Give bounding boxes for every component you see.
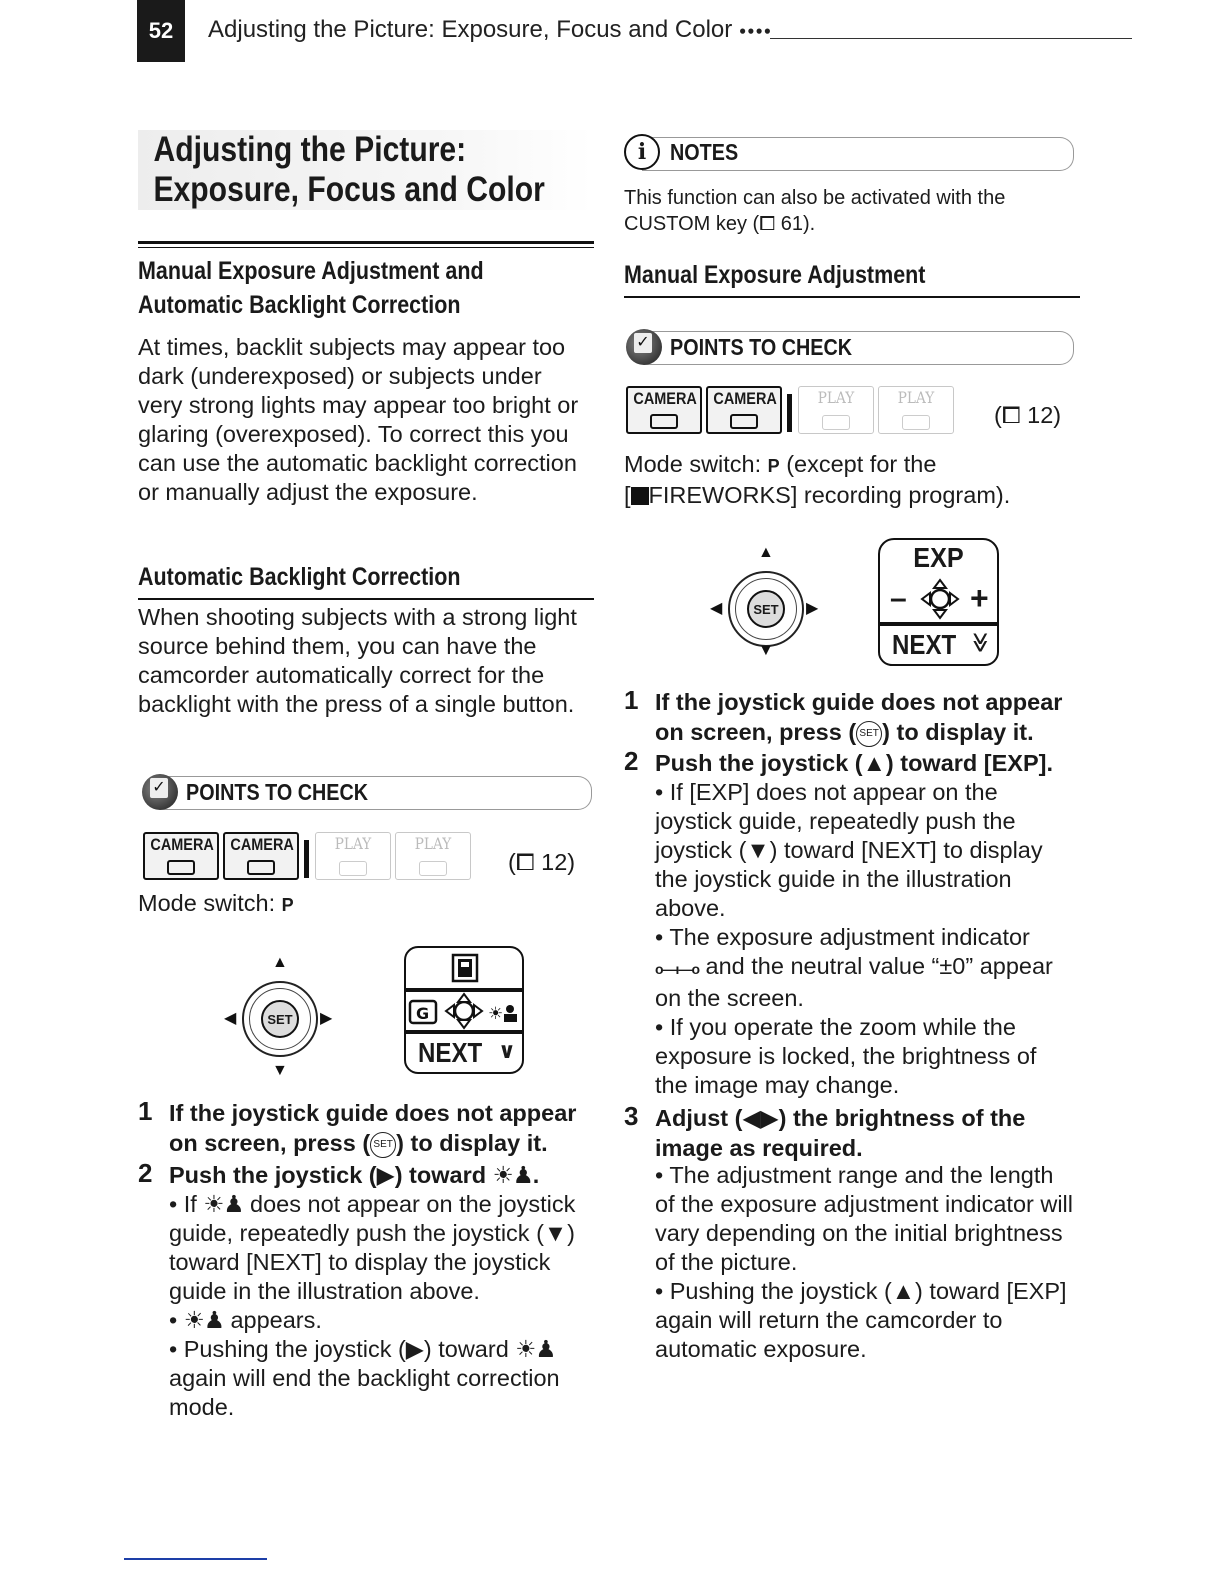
subhead-manual-exposure-and-backlight	[138, 254, 484, 322]
step3-title	[655, 1103, 1085, 1163]
mode-switch-value: P	[281, 895, 294, 915]
page-reference: (⧠ 12)	[994, 402, 1062, 428]
step-number: 2	[138, 1158, 153, 1188]
checklist-icon	[626, 329, 662, 365]
info-icon: i	[624, 134, 660, 170]
subhead-auto-backlight: Automatic Backlight Correction	[138, 563, 461, 591]
double-chevron-down-icon: ≫	[968, 632, 991, 653]
guide-bottom	[878, 624, 999, 666]
subhead-rule	[138, 598, 594, 600]
set-button-icon: SET	[856, 721, 882, 747]
page-reference: (⧠ 12)	[508, 849, 576, 875]
step2-title-text: Push the joystick (▶) toward	[169, 1162, 493, 1188]
subhead-rule	[624, 296, 1080, 298]
mode-icons-row	[626, 386, 966, 438]
step-number: 1	[138, 1096, 153, 1126]
step2-title: Push the joystick (▶) toward ☀♟.	[169, 1162, 540, 1188]
set-button-icon: SET	[370, 1132, 396, 1158]
minus-icon: –	[890, 582, 907, 615]
plus-icon: +	[970, 580, 989, 616]
arrow-right-icon: ▶	[320, 1010, 333, 1027]
joystick-illustration	[224, 955, 334, 1085]
points-to-check-label: POINTS TO CHECK	[186, 779, 369, 805]
bullet-item: • If [EXP] does not appear on the joystick guide, repeatedly push the joystick (▼) toward [NEXT] to display the joystick guide in the illustration above.	[655, 779, 1043, 921]
backlight-joystick-guide	[404, 946, 524, 1074]
chevron-down-icon: ∨	[498, 1038, 516, 1063]
step1-title	[655, 687, 1085, 747]
step2-bullets	[655, 778, 1075, 1100]
camera-card-mode-icon	[706, 386, 782, 434]
mode-icons-row	[143, 832, 483, 884]
joystick-direction-icon	[918, 578, 962, 620]
bullet-item: • Pushing the joystick (▲) toward [EXP] again will return the camcorder to automatic exposure.	[655, 1278, 1067, 1362]
set-button-icon: SET	[261, 1000, 299, 1038]
page-number: 52	[137, 0, 185, 62]
arrow-right-icon: ▶	[806, 600, 819, 617]
guide-middle-icons	[406, 992, 522, 1030]
mode-switch-value: P	[767, 456, 780, 476]
header-rule	[770, 38, 1132, 39]
bullet-item: • Pushing the joystick (▶) toward ☀♟ again will end the backlight correction mode.	[169, 1336, 560, 1420]
step3-bullets	[655, 1161, 1075, 1364]
guide-middle	[404, 990, 524, 1032]
step3-line1: Adjust (◀▶) the brightness of the	[655, 1105, 1026, 1131]
step-number: 1	[624, 685, 639, 715]
bullet-item: • If you operate the zoom while the exposure is locked, the brightness of the image may change.	[655, 1014, 1037, 1098]
bullet-item: • ☀♟ appears.	[169, 1307, 322, 1333]
play-tape-mode-icon	[315, 832, 391, 880]
backlight-icon: ☀♟	[492, 1162, 533, 1188]
camera-tape-mode-icon	[626, 386, 702, 434]
arrow-up-icon: ▲	[272, 954, 288, 971]
guide-next-label[interactable]: NEXT	[892, 629, 957, 660]
guide-next-label[interactable]: NEXT	[418, 1037, 483, 1068]
arrow-up-icon: ▲	[758, 544, 774, 561]
backlight-icon: ☀♟	[515, 1336, 556, 1362]
section-title-line2: Exposure, Focus and Color	[138, 170, 593, 210]
title-double-rule	[138, 241, 594, 248]
step1-line2a: on screen, press (	[169, 1130, 371, 1156]
mode-label: PLAY	[334, 834, 372, 853]
play-tape-mode-icon	[798, 386, 874, 434]
running-title	[208, 16, 772, 44]
camera-tape-mode-icon	[143, 832, 219, 880]
joystick-illustration	[710, 545, 820, 675]
arrow-down-icon: ▼	[758, 642, 774, 659]
fireworks-icon	[631, 487, 649, 505]
mode-label: CAMERA	[230, 835, 294, 854]
arrow-left-icon: ◀	[224, 1010, 237, 1027]
step1-line2b: ) to display it.	[882, 719, 1034, 745]
exposure-joystick-guide	[878, 538, 999, 666]
camera-card-mode-icon	[223, 832, 299, 880]
step-number: 2	[624, 746, 639, 776]
points-to-check-label: POINTS TO CHECK	[670, 334, 853, 360]
mode-switch-line	[138, 889, 294, 920]
mode-switch-label: Mode switch:	[138, 890, 282, 916]
notes-label: NOTES	[670, 139, 739, 165]
step-number: 3	[624, 1101, 639, 1131]
mode-label: PLAY	[817, 388, 855, 407]
bullet-item: • The exposure adjustment indicator o—ı—o and the neutral value “±0” appear on the screen.	[655, 924, 1053, 1011]
mode-label: CAMERA	[633, 389, 697, 408]
intro-paragraph: At times, backlit subjects may appear too dark (underexposed) or subjects under very strong lights may appear too bright or glaring (overexposed). To correct this you can use the automatic backlight correction or manually adjust the exposure.	[138, 334, 579, 505]
section-title-line1: Adjusting the Picture:	[138, 130, 593, 170]
mode-label: PLAY	[897, 388, 935, 407]
guide-top	[404, 946, 524, 990]
guide-bottom	[404, 1032, 524, 1074]
subhead-manual-exposure: Manual Exposure Adjustment	[624, 261, 926, 289]
subhead-line1: Manual Exposure Adjustment and	[138, 257, 484, 285]
arrow-down-icon: ▼	[272, 1062, 288, 1079]
guide-exp-panel	[878, 538, 999, 624]
play-card-mode-icon	[395, 832, 471, 880]
notes-text: This function can also be activated with the CUSTOM key (⧠ 61).	[624, 187, 1006, 235]
checklist-icon	[142, 774, 178, 810]
mode-separator	[787, 394, 792, 432]
guide-exp-label[interactable]: EXP	[913, 542, 964, 573]
running-title-text: Adjusting the Picture: Exposure, Focus and Color	[208, 16, 733, 43]
film-icon	[450, 953, 480, 983]
set-button-icon: SET	[747, 590, 785, 628]
step1-line1: If the joystick guide does not appear	[169, 1100, 577, 1126]
bullet-item: • The adjustment range and the length of the exposure adjustment indicator will vary depending on the initial brightness of the picture.	[655, 1162, 1073, 1275]
backlight-paragraph: When shooting subjects with a strong light source behind them, you can have the camcorder automatically correct for the backlight with the press of a single button.	[138, 604, 577, 717]
step1-line1: If the joystick guide does not appear	[655, 689, 1063, 715]
bullet-item: • If ☀♟ does not appear on the joystick guide, repeatedly push the joystick (▼) toward [NEXT] to display the joystick guide in the illustration above.	[169, 1191, 576, 1304]
exposure-indicator-icon: o—ı—o	[655, 961, 699, 977]
arrow-left-icon: ◀	[710, 600, 723, 617]
step1-line2b: ) to display it.	[396, 1130, 548, 1156]
step1-line2a: on screen, press (	[655, 719, 857, 745]
mode-separator	[304, 840, 309, 878]
footer-line	[124, 1558, 267, 1560]
backlight-icon: ☀♟	[203, 1191, 244, 1217]
running-title-dots: ●●●●	[738, 23, 772, 38]
step2-bullets	[169, 1190, 597, 1422]
subhead-line2: Automatic Backlight Correction	[138, 291, 461, 319]
step3-line2: image as required.	[655, 1135, 863, 1161]
mode-label: CAMERA	[713, 389, 777, 408]
mode-switch-paragraph: Mode switch: P (except for the [ FIREWORKS] recording program).	[624, 451, 1011, 508]
step1-title	[169, 1098, 599, 1158]
mode-label: CAMERA	[150, 835, 214, 854]
backlight-icon: ☀♟	[183, 1307, 224, 1333]
mode-label: PLAY	[414, 834, 452, 853]
section-title	[138, 130, 594, 210]
play-card-mode-icon	[878, 386, 954, 434]
svg-text:☀: ☀	[488, 1004, 504, 1024]
svg-text:G: G	[416, 1004, 430, 1023]
step2-title: Push the joystick (▲) toward [EXP].	[655, 750, 1054, 776]
